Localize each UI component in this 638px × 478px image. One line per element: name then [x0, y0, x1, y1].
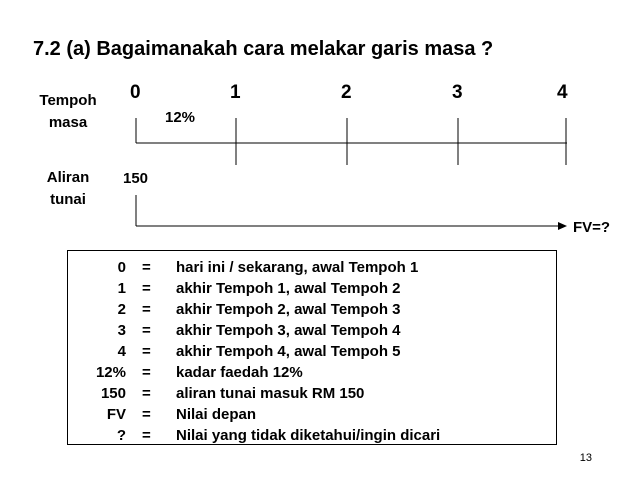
period-row-label-line1: Tempoh [39, 92, 97, 109]
cashflow-row-label-line2: tunai [50, 191, 86, 208]
legend-symbol: FV [106, 406, 126, 423]
future-value-label: FV=? [573, 219, 611, 236]
legend-symbol: 3 [117, 322, 126, 339]
legend-description: akhir Tempoh 1, awal Tempoh 2 [176, 280, 401, 297]
page-number: 13 [579, 452, 592, 464]
legend-symbol: 150 [100, 385, 126, 402]
legend-equals: = [142, 322, 151, 339]
period-label-4: 4 [557, 82, 568, 103]
legend-description: akhir Tempoh 3, awal Tempoh 4 [176, 322, 401, 339]
period-label-3: 3 [452, 82, 463, 103]
legend-description: hari ini / sekarang, awal Tempoh 1 [176, 259, 419, 276]
period-row-label-line2: masa [48, 114, 88, 131]
legend-description: akhir Tempoh 2, awal Tempoh 3 [176, 301, 401, 318]
cashflow-arrow-head [558, 222, 567, 230]
period-label-0: 0 [130, 82, 141, 103]
legend-equals: = [142, 301, 151, 318]
legend-description: akhir Tempoh 4, awal Tempoh 5 [176, 343, 401, 360]
legend-description: aliran tunai masuk RM 150 [176, 385, 365, 402]
cashflow-value-label: 150 [123, 170, 149, 187]
slide-title: 7.2 (a) Bagaimanakah cara melakar garis masa ? [33, 38, 494, 60]
legend-symbol: 1 [117, 280, 126, 297]
cashflow-row-label-line1: Aliran [46, 169, 90, 186]
legend-equals: = [142, 406, 151, 423]
period-label-1: 1 [230, 82, 241, 103]
legend-equals: = [142, 427, 151, 444]
legend-symbol: 12% [95, 364, 126, 381]
legend-equals: = [142, 343, 151, 360]
legend-symbol: 0 [117, 259, 126, 276]
legend-box [67, 250, 557, 445]
legend-description: Nilai depan [176, 406, 257, 423]
legend-equals: = [142, 385, 151, 402]
legend-symbol: 2 [117, 301, 126, 318]
interest-rate-label: 12% [165, 109, 196, 126]
legend-description: Nilai yang tidak diketahui/ingin dicari [176, 427, 441, 444]
period-label-2: 2 [341, 82, 352, 103]
legend-description: kadar faedah 12% [176, 364, 303, 381]
legend-symbol: ? [116, 427, 126, 444]
legend-symbol: 4 [117, 343, 126, 360]
legend-equals: = [142, 280, 151, 297]
legend-equals: = [142, 364, 151, 381]
legend-equals: = [142, 259, 151, 276]
